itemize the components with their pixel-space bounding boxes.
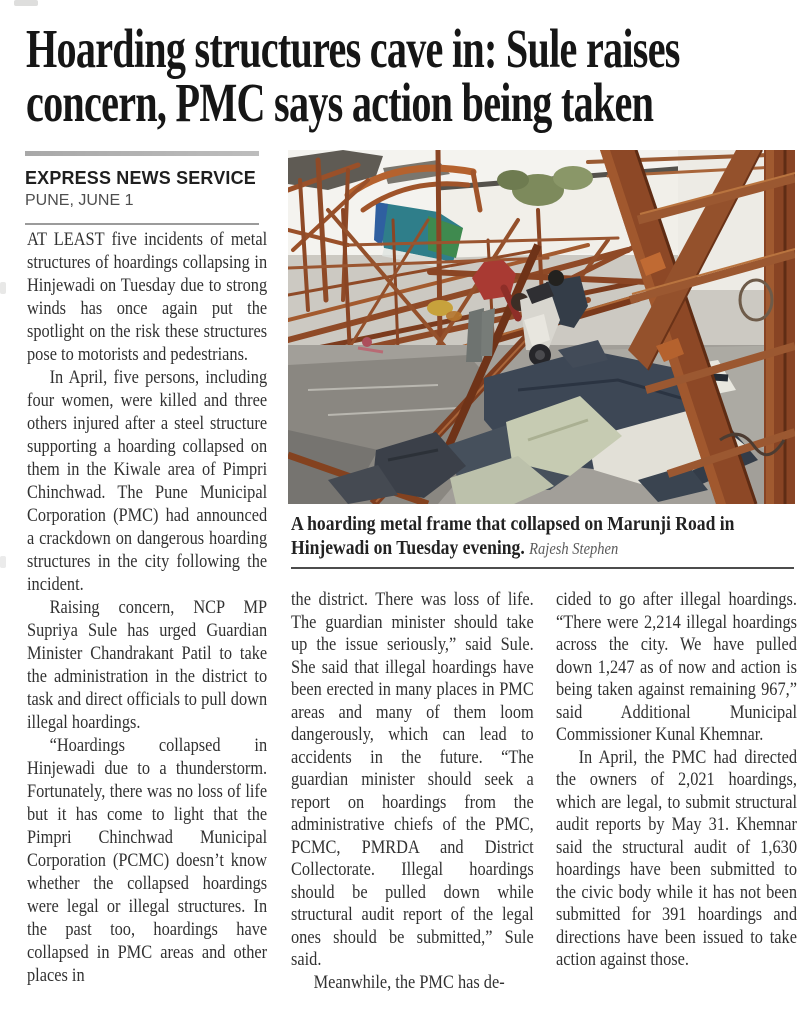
column-1 [27,228,267,987]
headline-line-2: concern, PMC says action being taken [26,72,654,133]
headline-line-1: Hoarding structures cave in: Sule raises [26,18,680,79]
scan-artifact [14,0,38,6]
byline: EXPRESS NEWS SERVICE [25,167,256,188]
photo-credit: Rajesh Stephen [529,539,619,558]
paragraph: the district. There was loss of life. The guardian minister should take up the issue seriously,” said Sule. She said that illegal hoardings have been erected in many places in PMC areas and many of them loom dangerously, which can lead to accidents in the future. “The guardian minister should seek a report on hoardings from the administrative chiefs of the PMC, PCMC, PMRDA and District Collectorate. Illegal hoardings should be pulled down while structural audit report of the legal ones should be submitted,” Sule said. [291,589,534,970]
byline-top-rule [25,151,259,156]
paragraph: In April, five persons, including four women, were killed and three others injured after a steel structure supporting a hoarding collapsed on them in the Kiwale area of Pimpri Chinchwad. The Pune Municipal Corporation (PMC) had announced a crackdown on dangerous hoarding structures in the city following the incident. [27,367,268,595]
scan-artifact [0,282,6,294]
byline-block [25,151,259,225]
paragraph: “Hoardings collapsed in Hinjewadi due to a thunderstorm. Fortunately, there was no loss of life but it has come to light that the Pimpri Chinchwad Municipal Corporation (PCMC) doesn’t know whether the collapsed hoardings were legal or illegal structures. In the past too, hoardings have collapsed in PMC areas and other places in [27,735,268,986]
collapsed-hoarding-photo [288,150,795,504]
byline-bottom-rule [25,223,259,225]
dateline: PUNE, JUNE 1 [25,192,134,209]
column-2 [291,589,534,994]
headline [26,18,800,133]
paragraph: Raising concern, NCP MP Supriya Sule has urged Guardian Minister Chandrakant Patil to take the administration in the district to task and direct officials to pull down illegal hoardings. [27,597,268,733]
paragraph: AT LEAST five incidents of metal structures of hoardings collapsing in Hinjewadi on Tuesday due to strong winds has once again put the spotlight on the risk these structures pose to motorists and pedestrians. [27,229,268,365]
paragraph: Meanwhile, the PMC has de- [313,971,505,993]
paragraph: cided to go after illegal hoardings. “There were 2,214 illegal hoardings across the city. We have pulled down 1,247 as of now and action is being taken against remaining 967,” said Additional Municipal Commissioner Kunal Khemnar. [556,589,797,745]
column-3 [556,589,797,972]
paragraph: In April, the PMC had directed the owners of 2,021 hoardings, which are legal, to submit structural audit reports by May 31. Khemnar said the structural audit of 1,630 hoardings have been submitted to the civic body while it has not been submitted for 391 hoardings and directions have been issued to take action against those. [556,746,797,970]
section-rule [291,567,794,569]
caption-text: A hoarding metal frame that collapsed on Marunji Road in Hinjewadi on Tuesday evening. [291,513,735,559]
scan-artifact [0,556,6,568]
photo-caption [291,512,797,561]
